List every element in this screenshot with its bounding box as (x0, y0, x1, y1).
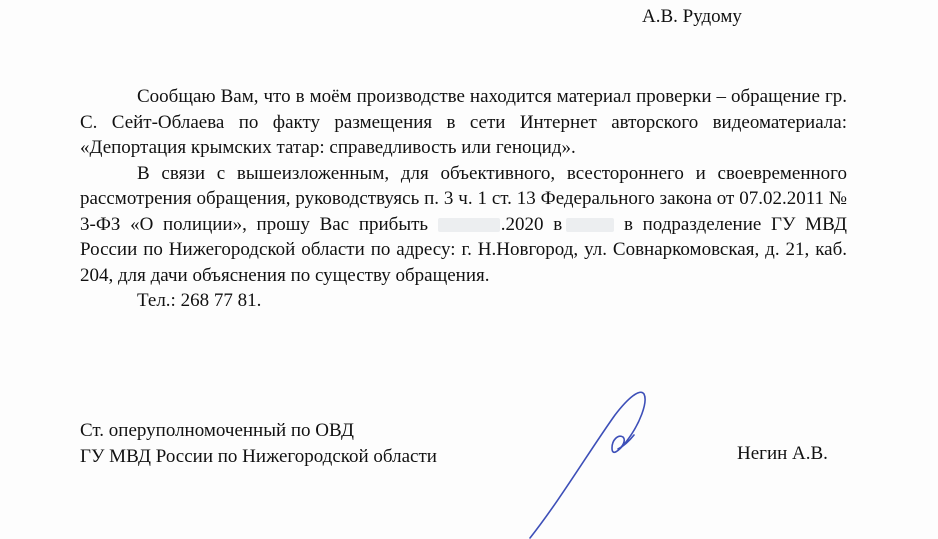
paragraph-2-end: в подразделение ГУ МВД России по Нижегородской области по адресу: г. Н.Новгород, ул. Совнаркомовская, д. 21, каб. 204, для дачи объяснения по существу обращения. (80, 213, 847, 286)
phone-line: Тел.: 268 77 81. (137, 290, 262, 311)
signatory-title-line-1: Ст. оперуполномоченный по ОВД (80, 420, 354, 441)
handwritten-signature (520, 380, 680, 539)
addressee: А.В. Рудому (642, 6, 742, 27)
date-year-suffix: .2020 в (500, 213, 563, 235)
redacted-date (438, 218, 500, 232)
signatory-title-line-2: ГУ МВД России по Нижегородской области (80, 445, 437, 467)
paragraph-2 (80, 161, 847, 289)
paragraph-1: Сообщаю Вам, что в моём производстве находится материал проверки – обращение гр. С. Сейт-Облаева по факту размещения в сети Интернет авторского видеоматериала: «Депортация крымских татар: справедливость или геноцид». (80, 86, 847, 158)
signer-name: Негин А.В. (737, 443, 828, 464)
letter-body (80, 84, 847, 314)
signatory-title (80, 418, 437, 469)
redacted-time (566, 218, 614, 232)
paragraph-2-start: В связи с вышеизложенным, для объективного, всестороннего и своевременного рассмотрения обращения, руководствуясь п. 3 ч. 1 ст. 13 Федерального закона от 07.02.2011 № 3-ФЗ «О полиции», прошу Вас прибыть (80, 162, 847, 235)
